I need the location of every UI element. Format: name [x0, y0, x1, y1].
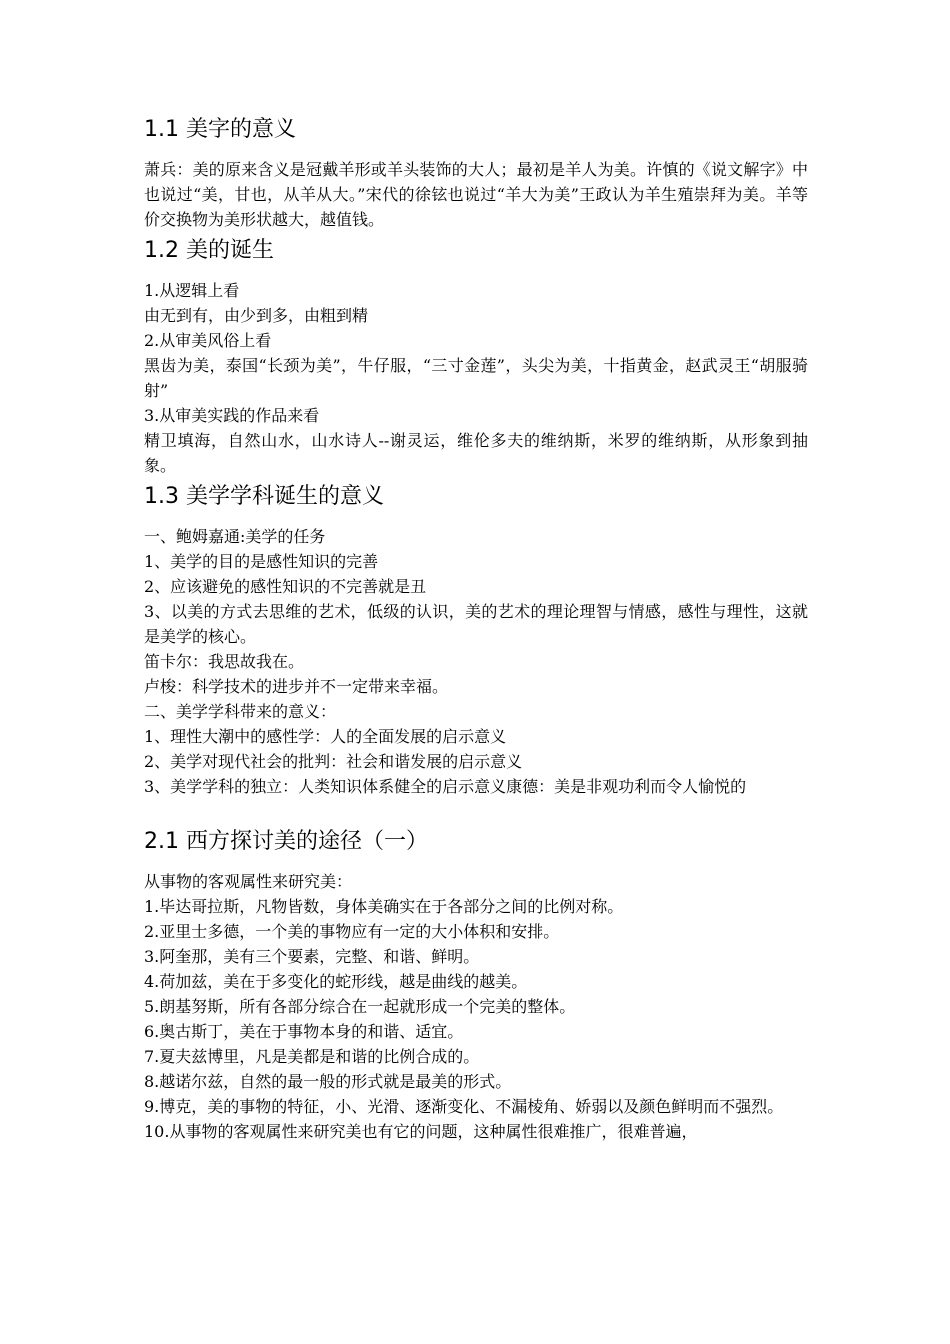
paragraph: 3、美学学科的独立：人类知识体系健全的启示意义康德：美是非观功利而令人愉悦的 — [144, 777, 747, 796]
paragraph: 2.亚里士多德，一个美的事物应有一定的大小体积和安排。 — [144, 922, 560, 941]
section-1-2 — [144, 236, 808, 478]
paragraph: 6.奥古斯丁，美在于事物本身的和谐、适宜。 — [144, 1022, 464, 1041]
paragraph: 1.从逻辑上看 — [144, 281, 240, 300]
paragraph: 由无到有，由少到多，由粗到精 — [144, 306, 369, 325]
paragraph: 1.毕达哥拉斯，凡物皆数，身体美确实在于各部分之间的比例对称。 — [144, 897, 624, 916]
paragraph: 1、理性大潮中的感性学：人的全面发展的启示意义 — [144, 727, 507, 746]
paragraph: 从事物的客观属性来研究美： — [144, 872, 353, 891]
document-page — [144, 115, 808, 1144]
paragraph: 精卫填海，自然山水，山水诗人--谢灵运，维伦多夫的维纳斯，米罗的维纳斯，从形象到抽象。 — [144, 431, 808, 475]
section-heading: 1.2 美的诞生 — [144, 238, 274, 263]
paragraph: 黑齿为美，泰国“长颈为美”，牛仔服，“三寸金莲”，头尖为美，十指黄金，赵武灵王“胡服骑射” — [144, 356, 808, 400]
paragraph: 2、美学对现代社会的批判：社会和谐发展的启示意义 — [144, 752, 523, 771]
paragraph: 1、美学的目的是感性知识的完善 — [144, 552, 379, 571]
paragraph: 卢梭：科学技术的进步并不一定带来幸福。 — [144, 677, 449, 696]
paragraph: 3.阿奎那，美有三个要素，完整、和谐、鲜明。 — [144, 947, 480, 966]
paragraph: 3、以美的方式去思维的艺术，低级的认识，美的艺术的理论理智与情感，感性与理性，这就是美学的核心。 — [144, 602, 808, 646]
paragraph: 10.从事物的客观属性来研究美也有它的问题，这种属性很难推广，很难普遍， — [144, 1122, 698, 1141]
paragraph: 5.朗基努斯，所有各部分综合在一起就形成一个完美的整体。 — [144, 997, 576, 1016]
paragraph: 一、鲍姆嘉通:美学的任务 — [144, 527, 326, 546]
section-heading: 2.1 西方探讨美的途径（一） — [144, 829, 428, 854]
paragraph: 二、美学学科带来的意义： — [144, 702, 337, 721]
paragraph: 笛卡尔：我思故我在。 — [144, 652, 305, 671]
section-heading: 1.1 美字的意义 — [144, 117, 296, 142]
section-2-1 — [144, 827, 808, 1144]
section-heading: 1.3 美学学科诞生的意义 — [144, 484, 384, 509]
paragraph: 9.博克，美的事物的特征，小、光滑、逐渐变化、不漏棱角、娇弱以及颜色鲜明而不强烈。 — [144, 1097, 784, 1116]
paragraph: 3.从审美实践的作品来看 — [144, 406, 320, 425]
paragraph: 7.夏夫兹博里，凡是美都是和谐的比例合成的。 — [144, 1047, 480, 1066]
paragraph: 2、应该避免的感性知识的不完善就是丑 — [144, 577, 427, 596]
paragraph: 4.荷加兹，美在于多变化的蛇形线，越是曲线的越美。 — [144, 972, 528, 991]
section-1-1 — [144, 115, 808, 232]
paragraph: 8.越诺尔兹，自然的最一般的形式就是最美的形式。 — [144, 1072, 512, 1091]
paragraph: 萧兵：美的原来含义是冠戴羊形或羊头装饰的大人；最初是羊人为美。许慎的《说文解字》中也说过“美，甘也，从羊从大。”宋代的徐铉也说过“羊大为美”王政认为羊生殖崇拜为美。羊等价交换物为美形状越大，越值钱。 — [144, 160, 808, 229]
section-1-3 — [144, 482, 808, 799]
paragraph: 2.从审美风俗上看 — [144, 331, 272, 350]
